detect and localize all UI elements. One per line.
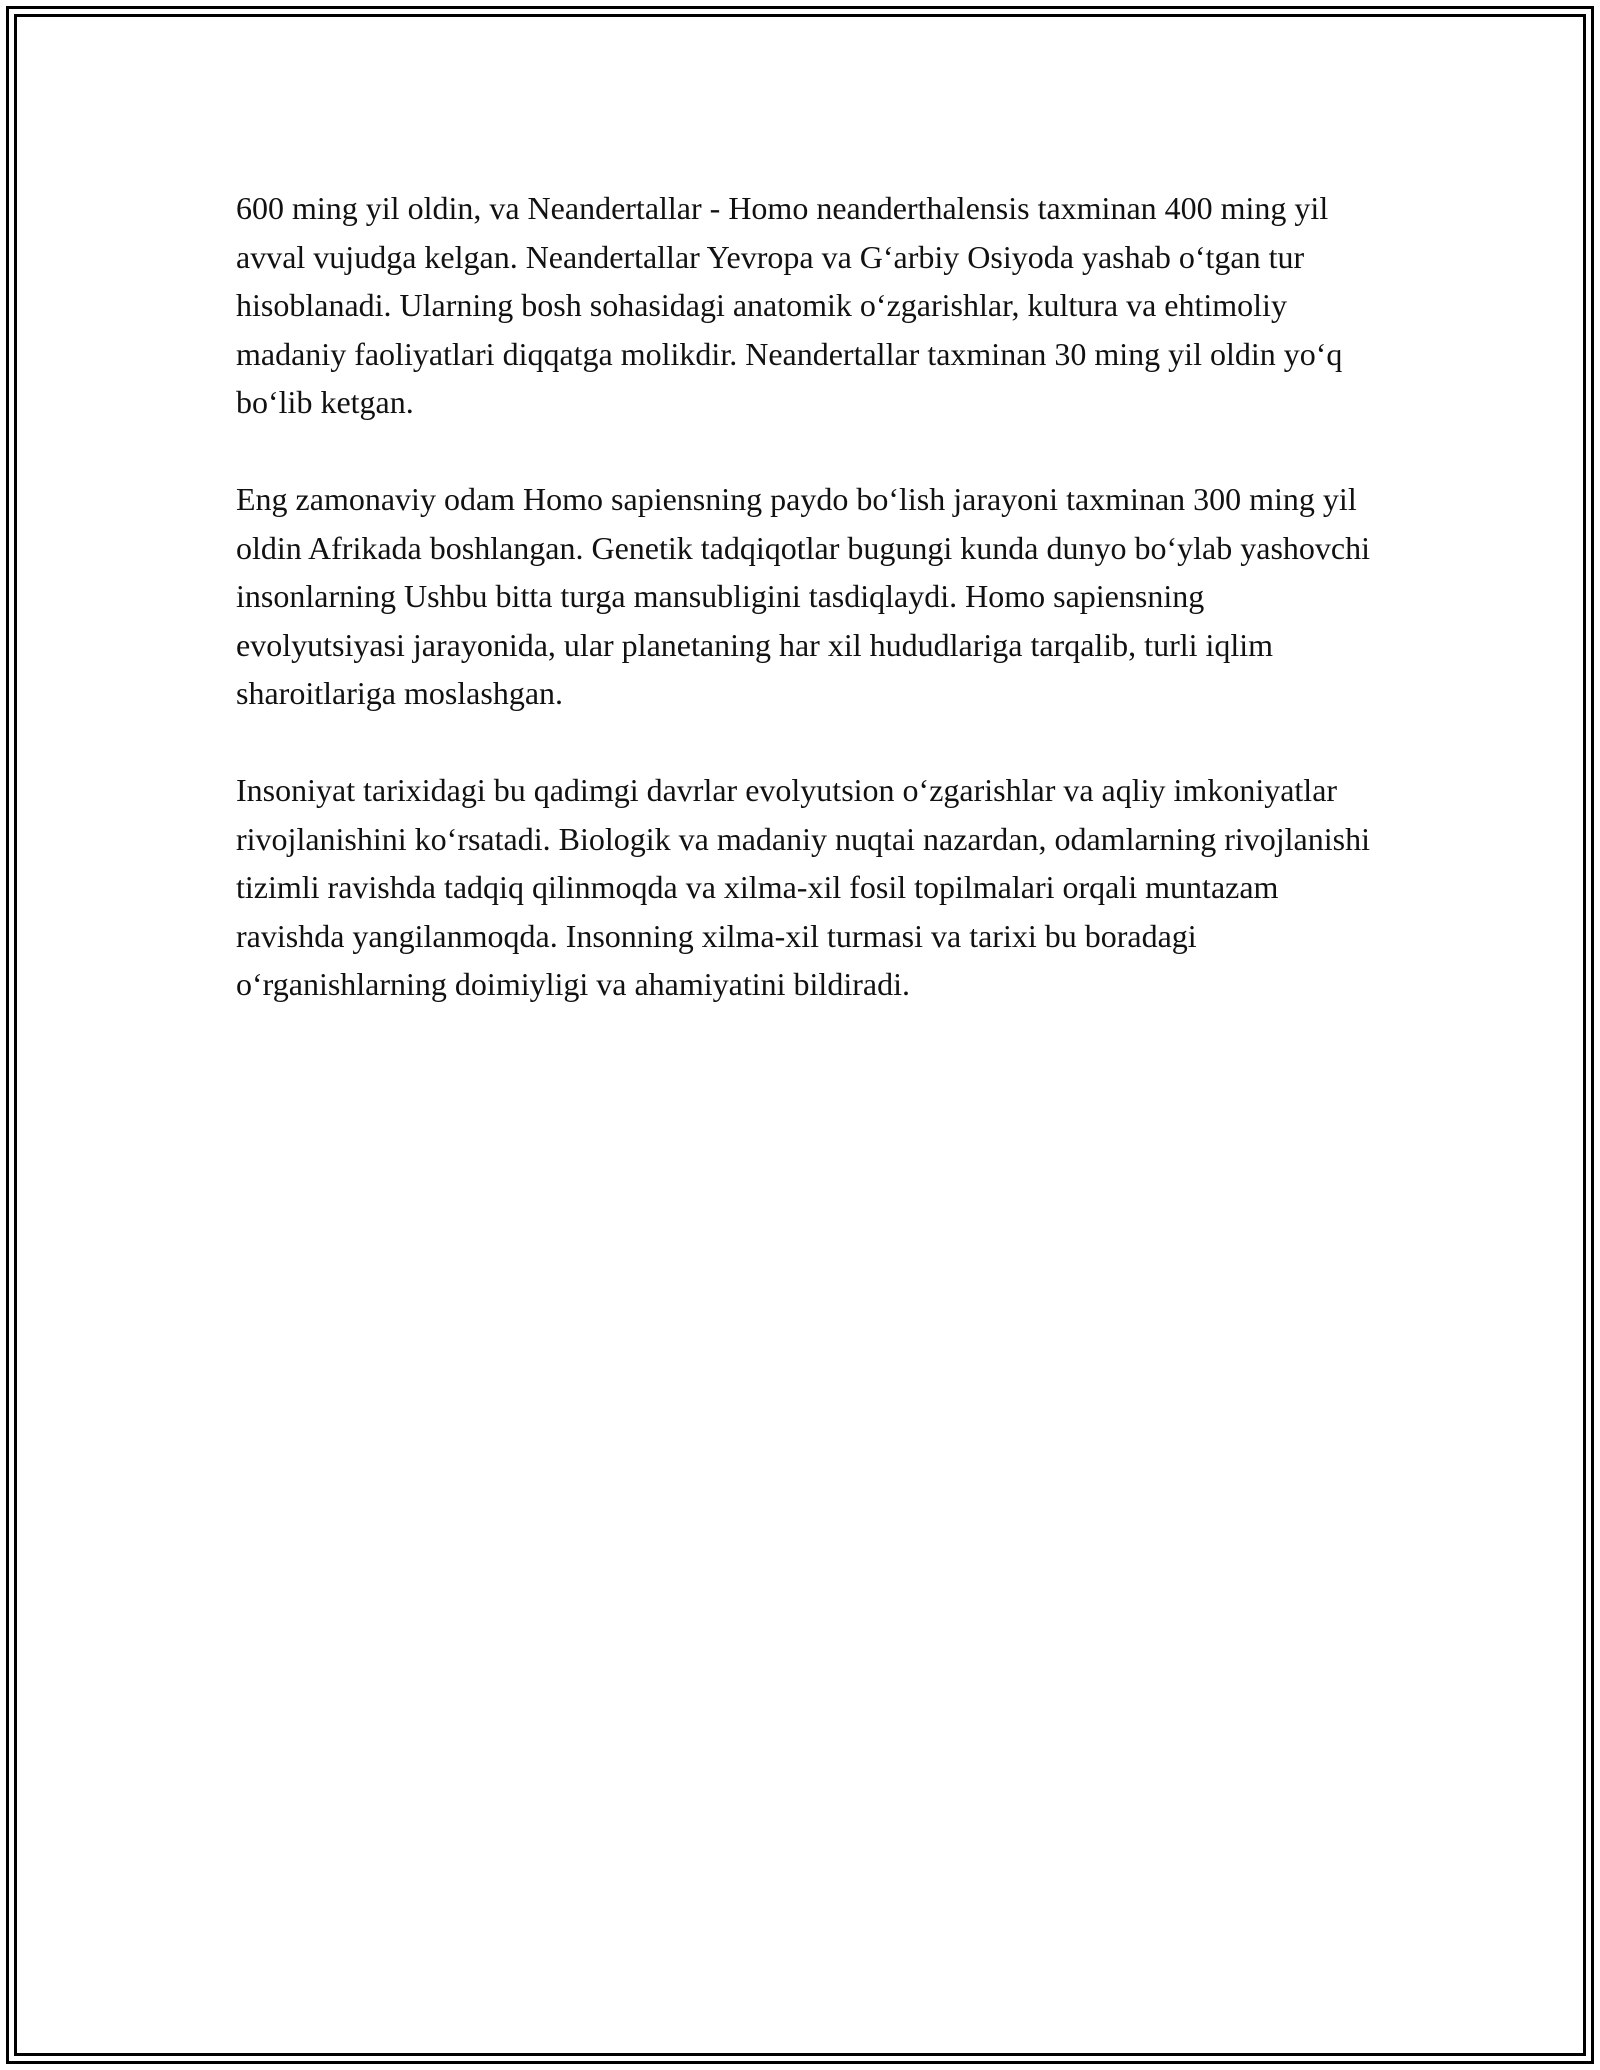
- paragraph-human-history: Insoniyat tarixidagi bu qadimgi davrlar evolyutsion o‘zgarishlar va aqliy imkoniyatlar rivojlanishini ko‘rsatadi. Biologik va madaniy nuqtai nazardan, odamlarning rivojlanishi tizimli ravishda tadqiq qilinmoqda va xilma-xil fosil topilmalari orqali muntazam ravishda yangilanmoqda. Insonning xilma-xil turmasi va tarixi bu boradagi o‘rganishlarning doimiyligi va ahamiyatini bildiradi.: [236, 772, 1370, 1002]
- paragraph-neanderthals: 600 ming yil oldin, va Neandertallar - Homo neanderthalensis taxminan 400 ming yil avval vujudga kelgan. Neandertallar Yevropa va G‘arbiy Osiyoda yashab o‘tgan tur hisoblanadi. Ularning bosh sohasidagi anatomik o‘zgarishlar, kultura va ehtimoliy madaniy faoliyatlari diqqatga molikdir. Neandertallar taxminan 30 ming yil oldin yo‘q bo‘lib ketgan.: [236, 190, 1343, 420]
- paragraph-homo-sapiens: Eng zamonaviy odam Homo sapiensning paydo bo‘lish jarayoni taxminan 300 ming yil oldin Afrikada boshlangan. Genetik tadqiqotlar bugungi kunda dunyo bo‘ylab yashovchi insonlarning Ushbu bitta turga mansubligini tasdiqlaydi. Homo sapiensning evolyutsiyasi jarayonida, ular planetaning har xil hududlariga tarqalib, turli iqlim sharoitlariga moslashgan.: [236, 481, 1370, 711]
- document-body: [236, 184, 1376, 1057]
